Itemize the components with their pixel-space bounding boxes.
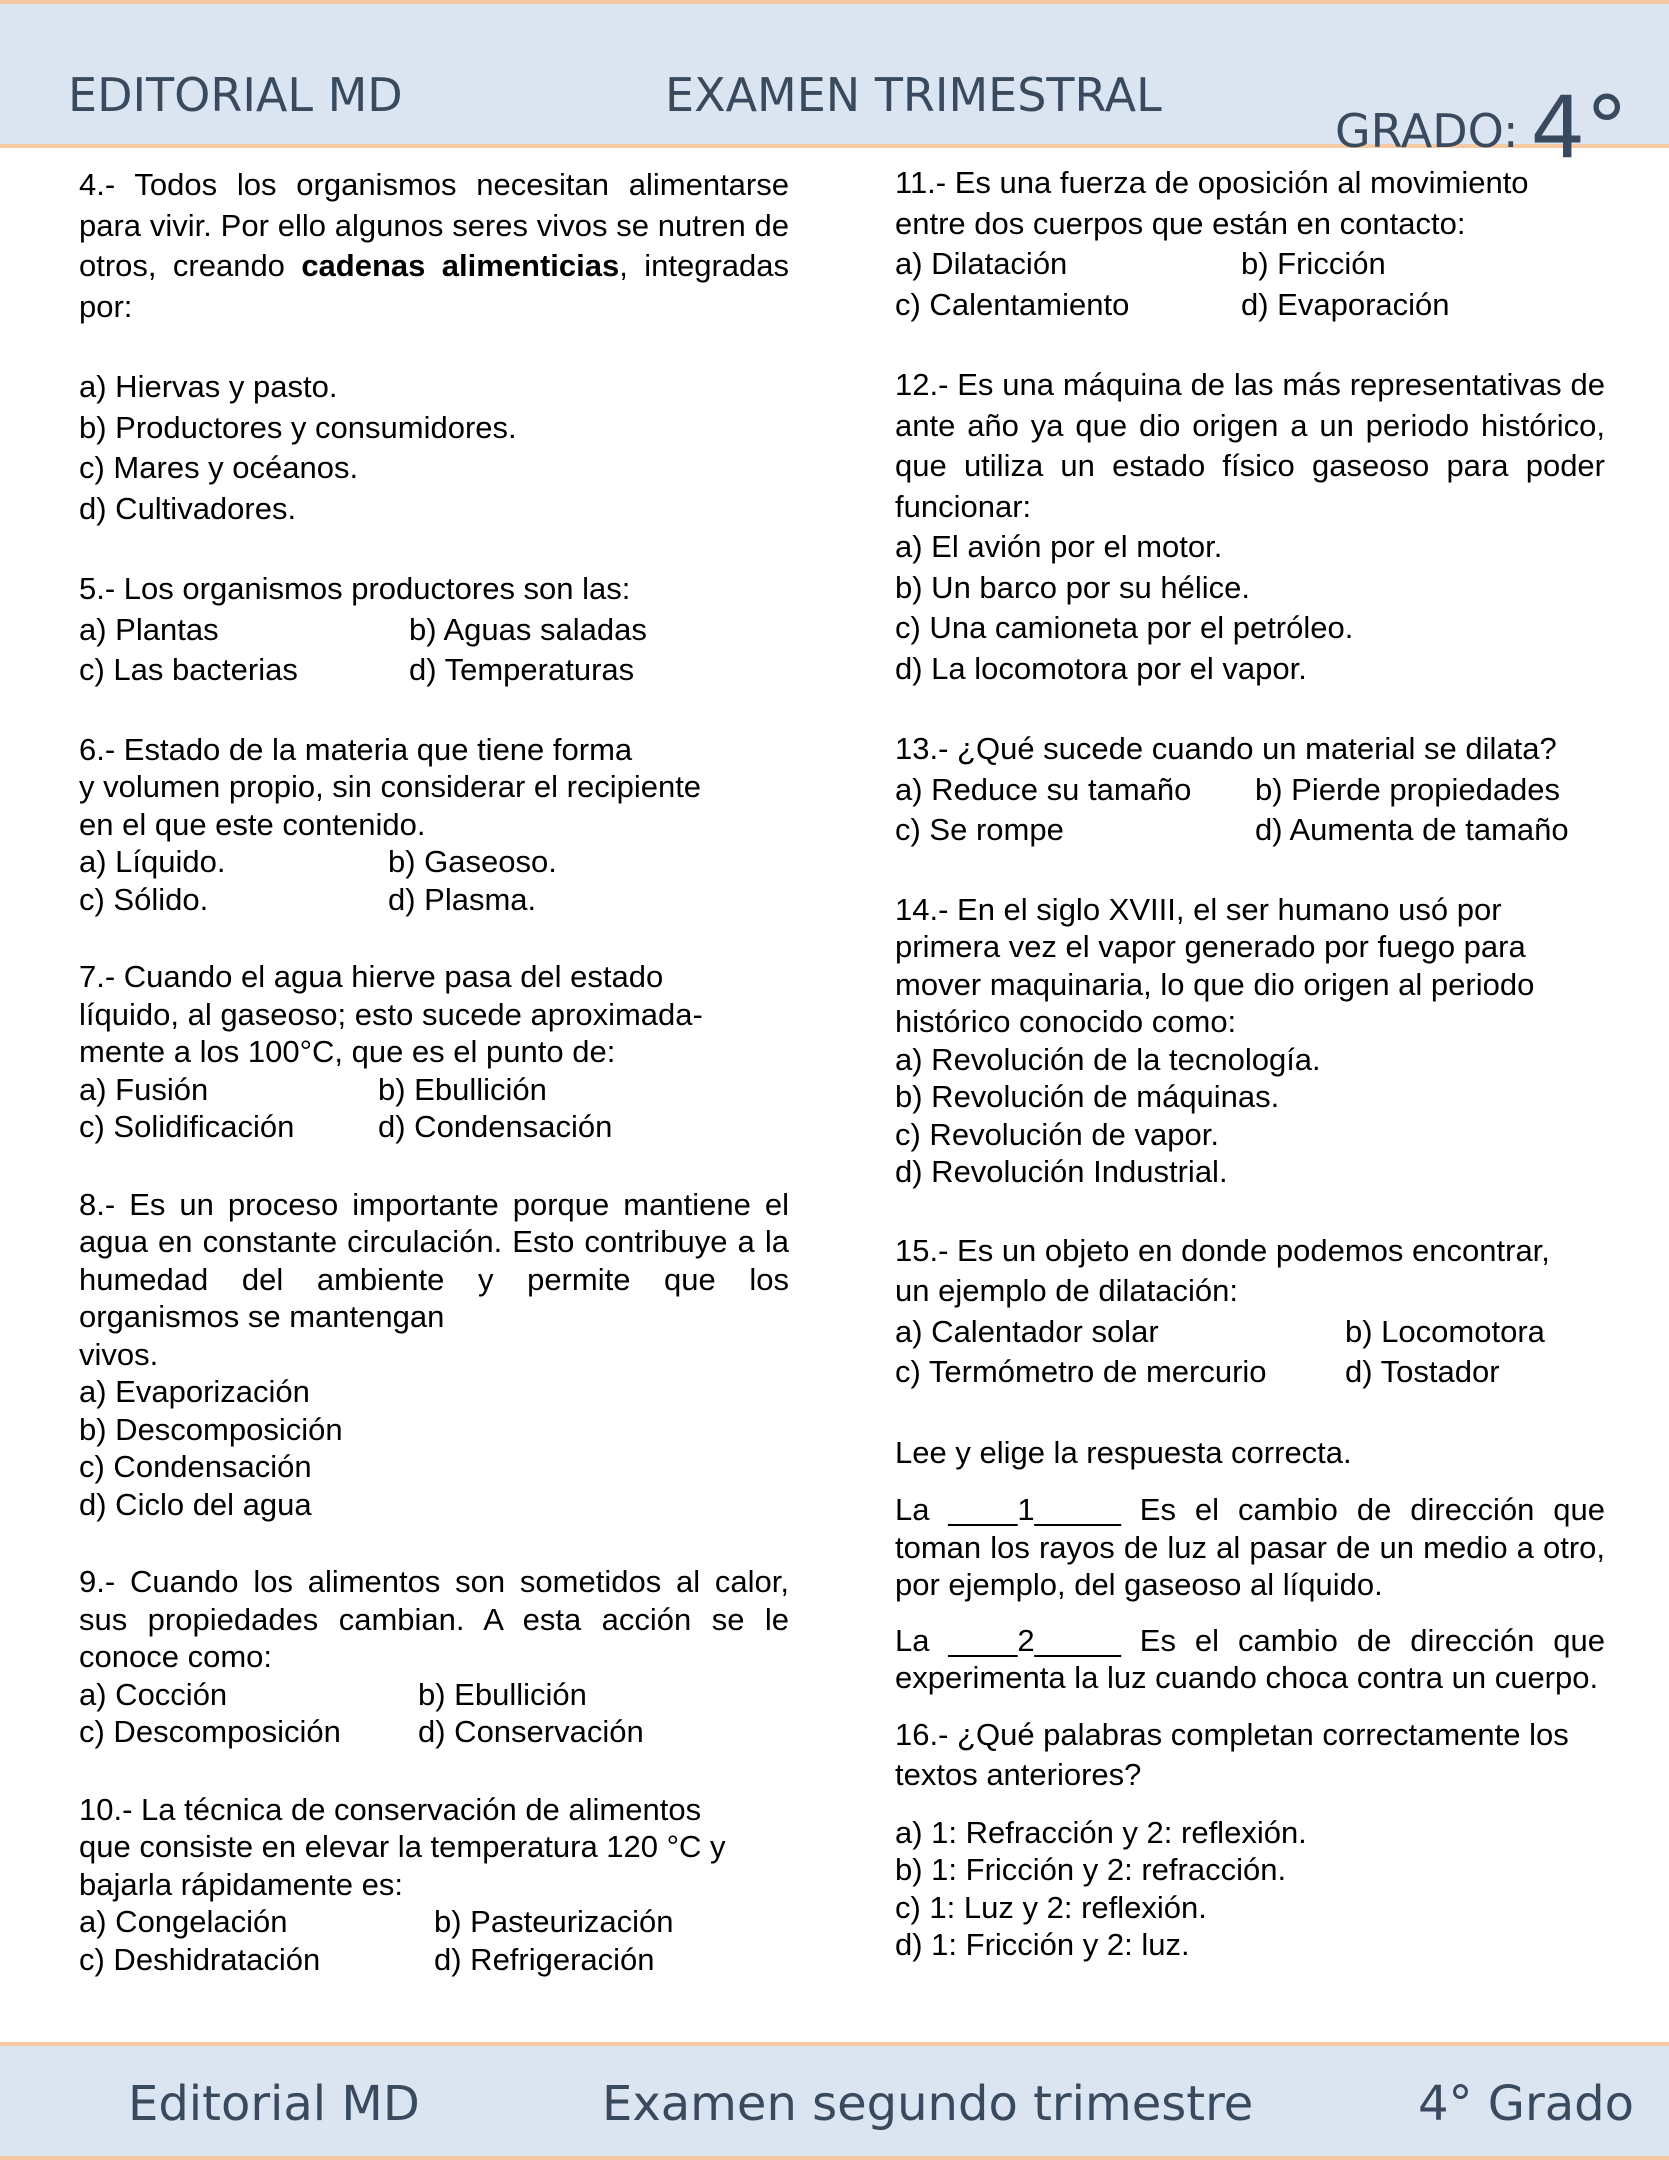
question-8-option-b: b) Descomposición [79, 1411, 343, 1447]
question-12-option-a: a) El avión por el motor. [895, 529, 1223, 564]
question-5-option-c: c) Las bacterias [79, 652, 298, 687]
question-5-option-d: d) Temperaturas [409, 652, 635, 687]
question-10-option-d: d) Refrigeración [434, 1941, 655, 1977]
question-5-option-a: a) Plantas [79, 611, 219, 647]
question-15-option-c: c) Termómetro de mercurio [895, 1354, 1267, 1389]
question-16-option-b: b) 1: Fricción y 2: refracción. [895, 1852, 1287, 1887]
question-7 [79, 958, 789, 1146]
question-11-option-b: b) Fricción [1241, 246, 1386, 281]
question-13-stem: 13.- ¿Qué sucede cuando un material se dilata? [895, 731, 1557, 766]
question-15-stem-line-2: un ejemplo de dilatación: [895, 1273, 1238, 1308]
question-4-stem-end: , integradas por: [79, 248, 790, 324]
question-9-stem: 9.- Cuando los alimentos son sometidos al calor, sus propiedades cambian. A esta acción se le conoce como: [79, 1564, 789, 1674]
question-4-stem-text: 4.- Todos los organismos necesitan alimentarse para vivir. Por ello algunos seres vivos se nutren de otros, creando [79, 167, 789, 283]
question-10-option-c: c) Deshidratación [79, 1941, 321, 1977]
question-13-option-b: b) Pierde propiedades [1255, 771, 1561, 807]
question-16-option-c: c) 1: Luz y 2: reflexión. [895, 1889, 1207, 1925]
question-9-option-c: c) Descomposición [79, 1714, 341, 1749]
page-header [0, 0, 1669, 178]
question-8-stem-tail: vivos. [79, 1336, 159, 1372]
question-16 [895, 1715, 1605, 1964]
question-14-stem-line-4: histórico conocido como: [895, 1004, 1237, 1039]
question-6-stem-line-2: y volumen propio, sin considerar el recipiente [79, 769, 702, 804]
question-10-stem-line-1: 10.- La técnica de conservación de alimentos [79, 1791, 702, 1827]
question-9-option-a: a) Cocción [79, 1676, 228, 1712]
question-10 [79, 1791, 789, 1979]
question-4-stem [79, 165, 789, 327]
question-8-option-a: a) Evaporización [79, 1374, 310, 1409]
header-grade-label: GRADO: [1335, 104, 1519, 158]
question-7-option-b: b) Ebullición [378, 1071, 547, 1107]
left-column [79, 165, 789, 2018]
header-grade [1335, 68, 1629, 178]
question-16-option-d: d) 1: Fricción y 2: luz. [895, 1927, 1190, 1962]
question-14-option-c: c) Revolución de vapor. [895, 1116, 1219, 1152]
question-6-option-c: c) Sólido. [79, 881, 209, 917]
header-exam-title: EXAMEN TRIMESTRAL [665, 68, 1162, 122]
question-6-stem-line-3: en el que este contenido. [79, 806, 426, 842]
question-4-stem-bold: cadenas alimenticias [301, 248, 620, 283]
question-9-option-b: b) Ebullición [418, 1676, 587, 1712]
footer-grade: 4° Grado [1418, 2076, 1634, 2132]
question-4-option-a: a) Hiervas y pasto. [79, 369, 338, 404]
question-10-stem-line-2: que consiste en elevar la temperatura 120 °C y [79, 1829, 726, 1864]
header-publisher: EDITORIAL MD [68, 68, 403, 122]
question-6-option-a: a) Líquido. [79, 844, 226, 879]
reading-text-2: La ____2_____ Es el cambio de dirección que experimenta la luz cuando choca contra un cuerpo. [895, 1622, 1605, 1695]
question-5 [79, 569, 789, 691]
question-11-stem-line-1: 11.- Es una fuerza de oposición al movimiento [895, 165, 1529, 200]
question-6-stem-line-1: 6.- Estado de la materia que tiene forma [79, 731, 633, 767]
question-16-stem: 16.- ¿Qué palabras completan correctamente los textos anteriores? [895, 1716, 1569, 1792]
question-10-option-b: b) Pasteurización [434, 1904, 674, 1939]
question-12-option-d: d) La locomotora por el vapor. [895, 650, 1307, 686]
page-footer [0, 2042, 1669, 2160]
question-12 [895, 365, 1605, 689]
question-10-stem-line-3: bajarla rápidamente es: [79, 1866, 403, 1902]
question-14-stem-line-1: 14.- En el siglo XVIII, el ser humano usó por [895, 891, 1502, 927]
header-grade-value: 4° [1530, 78, 1629, 178]
footer-publisher: Editorial MD [128, 2076, 420, 2132]
question-11-option-d: d) Evaporación [1241, 286, 1450, 322]
question-12-option-c: c) Una camioneta por el petróleo. [895, 610, 1354, 645]
question-6-option-d: d) Plasma. [388, 881, 537, 917]
question-7-stem-line-1: 7.- Cuando el agua hierve pasa del estado [79, 959, 664, 994]
question-13 [895, 729, 1605, 851]
question-8 [79, 1186, 789, 1524]
question-6 [79, 731, 789, 919]
question-7-stem-line-3: mente a los 100°C, que es el punto de: [79, 1034, 616, 1069]
question-7-option-c: c) Solidificación [79, 1109, 295, 1144]
question-14 [895, 891, 1605, 1191]
question-12-stem: 12.- Es una máquina de las más representativas de ante año ya que dio origen a un periodo histórico, que utiliza un estado físico gaseoso para poder funcionar: [895, 367, 1605, 524]
question-6-option-b: b) Gaseoso. [388, 844, 557, 879]
reading-instruction: Lee y elige la respuesta correcta. [895, 1434, 1352, 1470]
question-14-option-b: b) Revolución de máquinas. [895, 1079, 1280, 1114]
question-8-option-d: d) Ciclo del agua [79, 1486, 312, 1522]
question-14-stem-line-3: mover maquinaria, lo que dio origen al periodo [895, 966, 1535, 1002]
question-11 [895, 163, 1605, 325]
question-9 [79, 1563, 789, 1751]
question-14-stem-line-2: primera vez el vapor generado por fuego para [895, 929, 1526, 964]
reading-section [895, 1433, 1605, 1697]
question-15-option-d: d) Tostador [1345, 1354, 1500, 1389]
question-4-option-d: d) Cultivadores. [79, 490, 297, 526]
question-11-option-c: c) Calentamiento [895, 286, 1130, 322]
question-15-stem-line-1: 15.- Es un objeto en donde podemos encontrar, [895, 1232, 1550, 1268]
question-4-option-b: b) Productores y consumidores. [79, 409, 517, 445]
question-13-option-a: a) Reduce su tamaño [895, 771, 1192, 807]
question-8-option-c: c) Condensación [79, 1449, 312, 1484]
question-8-stem: 8.- Es un proceso importante porque mantiene el agua en constante circulación. Esto contribuye a la humedad del ambiente y permite que los organismos se mantengan [79, 1186, 789, 1334]
question-10-option-a: a) Congelación [79, 1904, 288, 1939]
question-7-stem-line-2: líquido, al gaseoso; esto sucede aproximada- [79, 996, 703, 1032]
question-13-option-c: c) Se rompe [895, 812, 1064, 847]
question-13-option-d: d) Aumenta de tamaño [1255, 812, 1569, 847]
question-7-option-a: a) Fusión [79, 1071, 209, 1107]
question-12-option-b: b) Un barco por su hélice. [895, 569, 1250, 605]
question-11-option-a: a) Dilatación [895, 246, 1068, 281]
question-16-option-a: a) 1: Refracción y 2: reflexión. [895, 1814, 1307, 1850]
question-14-option-a: a) Revolución de la tecnología. [895, 1041, 1321, 1077]
question-4 [79, 165, 789, 529]
question-15 [895, 1231, 1605, 1393]
question-15-option-a: a) Calentador solar [895, 1313, 1159, 1349]
question-4-option-c: c) Mares y océanos. [79, 450, 359, 485]
question-5-stem: 5.- Los organismos productores son las: [79, 571, 631, 606]
question-5-option-b: b) Aguas saladas [409, 611, 647, 647]
reading-text-1: La ____1_____ Es el cambio de dirección que toman los rayos de luz al pasar de un medio a otro, por ejemplo, del gaseoso al líquido. [895, 1492, 1605, 1602]
question-9-option-d: d) Conservación [418, 1714, 644, 1749]
footer-exam-title: Examen segundo trimestre [602, 2076, 1254, 2132]
question-11-stem-line-2: entre dos cuerpos que están en contacto: [895, 205, 1466, 241]
right-column [895, 163, 1605, 1964]
question-7-option-d: d) Condensación [378, 1109, 613, 1144]
question-15-option-b: b) Locomotora [1345, 1313, 1545, 1349]
question-14-option-d: d) Revolución Industrial. [895, 1154, 1228, 1189]
